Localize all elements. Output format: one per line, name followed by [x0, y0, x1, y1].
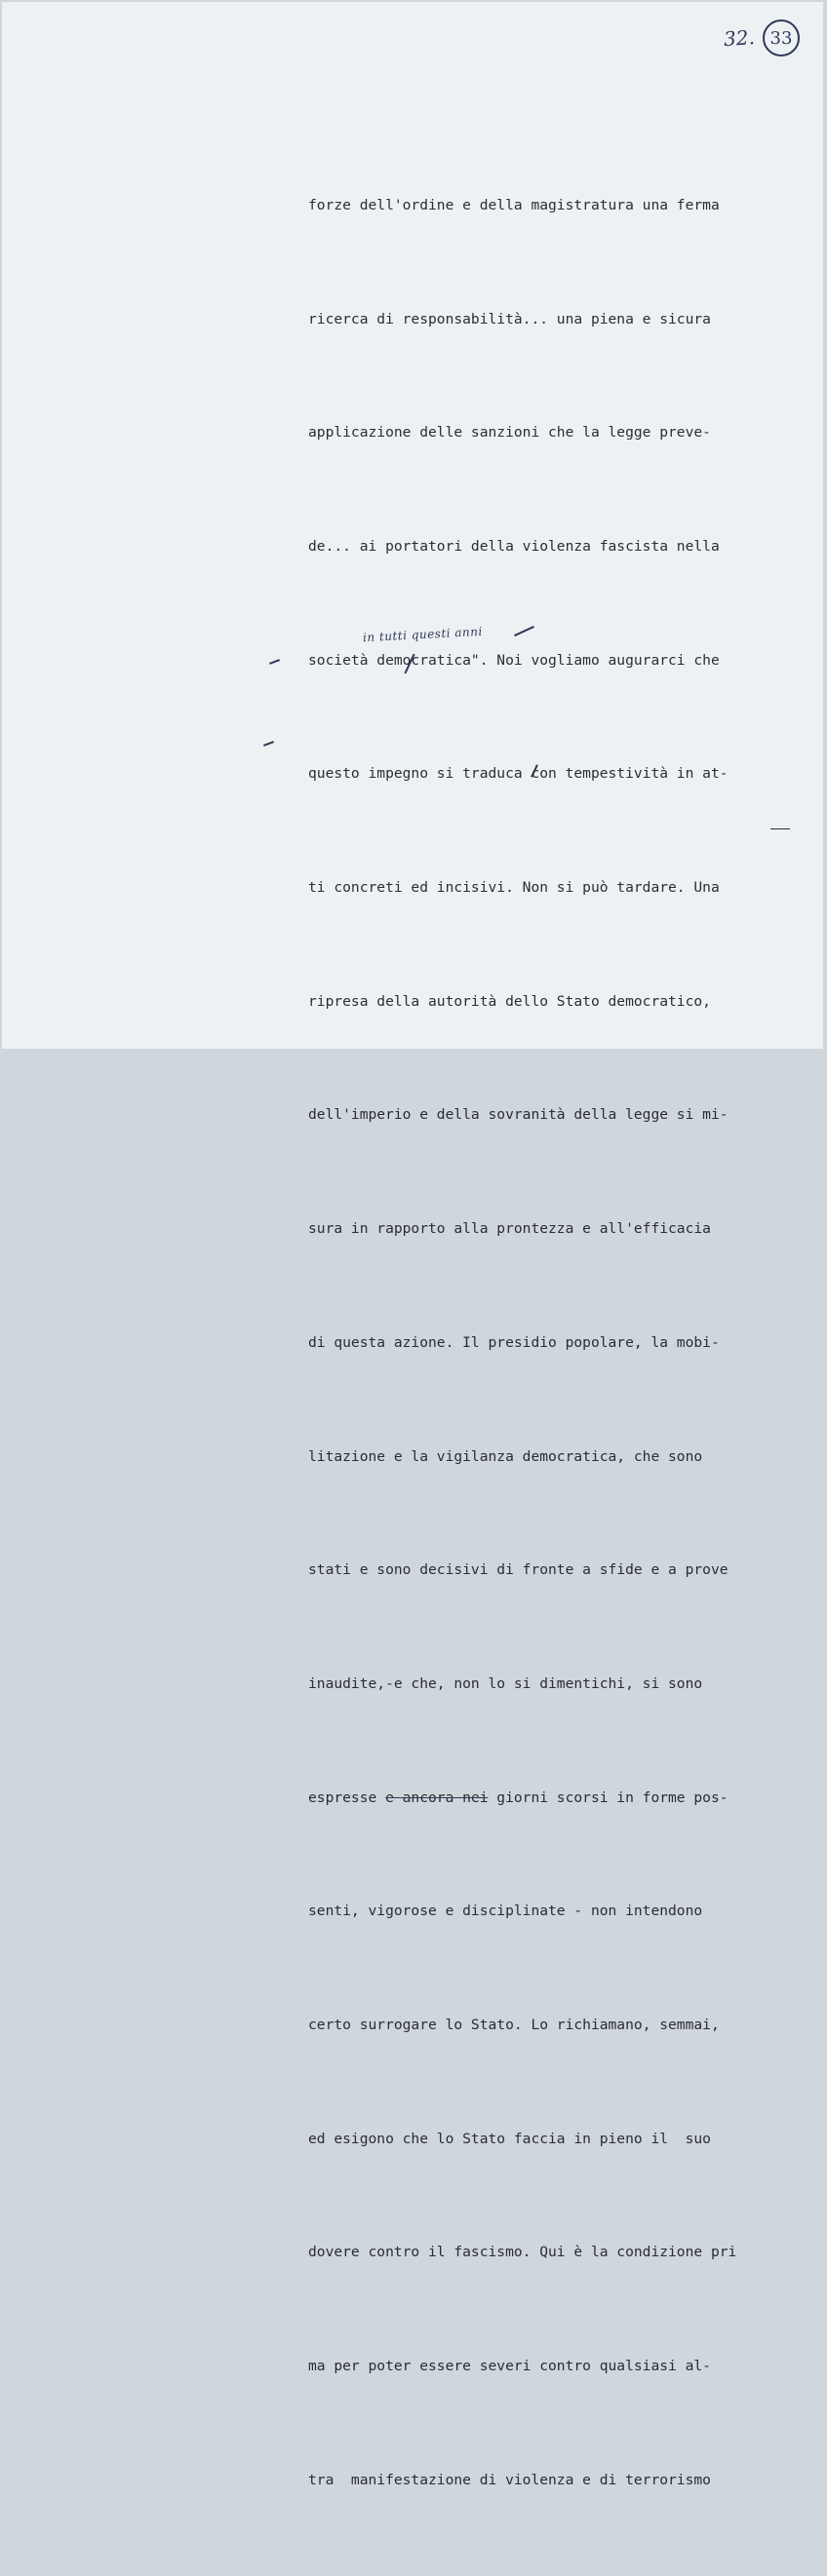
margin-tick: [263, 741, 274, 747]
handwritten-insertion: in tutti questi anni: [362, 624, 484, 645]
text-line: ripresa della autorità dello Stato democratico,: [308, 992, 711, 1010]
text-line: senti, vigorose e disciplinate - non intendono: [308, 1903, 703, 1920]
text-line: inaudite,-e che, non lo si dimentichi, si sono: [308, 1674, 703, 1692]
circled-page-number: 33: [763, 19, 800, 57]
text-line: stati e sono decisivi di fronte a sfide e a prove: [308, 1561, 729, 1579]
line-end: giorni scorsi in forme pos-: [488, 1788, 729, 1806]
text-line: società democratica". Noi vogliamo augurarci che: [308, 651, 720, 669]
text-line: sura in rapporto alla prontezza e all'efficacia: [308, 1220, 711, 1238]
struck-text: e ancora nei: [385, 1788, 489, 1806]
text-line: certo surrogare lo Stato. Lo richiamano, semmai,: [308, 2017, 720, 2034]
page-number: [724, 19, 800, 57]
text-line: di questa azione. Il presidio popolare, la mobi-: [308, 1333, 720, 1351]
text-line: applicazione delle sanzioni che la legge preve-: [308, 424, 711, 442]
text-line: litazione e la vigilanza democratica, che sono: [308, 1447, 703, 1465]
text-line: ed esigono che lo Stato faccia in pieno il suo: [308, 2130, 711, 2147]
text-line: ma per poter essere severi contro qualsiasi al-: [308, 2358, 711, 2375]
handwritten-page-number: 32.: [723, 24, 756, 52]
text-line: dell'imperio e della sovranità della legge si mi-: [308, 1106, 729, 1124]
document-page: [2, 2, 823, 2488]
text-line: dovere contro il fascismo. Qui è la condizione pri: [308, 2244, 737, 2261]
text-line: de... ai portatori della violenza fascista nella: [308, 537, 720, 555]
margin-tick: [269, 659, 280, 665]
text-line: tra manifestazione di violenza e di terrorismo: [308, 2471, 711, 2488]
typewritten-body: [308, 111, 796, 2576]
text-line: ricerca di responsabilità... una piena e sicura: [308, 310, 711, 327]
show-through-decoration: [2, 460, 206, 528]
text-line-with-deletion: [308, 1780, 796, 1818]
line-start: espresse: [308, 1788, 386, 1806]
text-line: questo impegno si traduca con tempestività in at-: [308, 765, 729, 783]
text-line: forze dell'ordine e della magistratura una ferma: [308, 196, 720, 213]
text-line: ti concreti ed incisivi. Non si può tardare. Una: [308, 879, 720, 897]
